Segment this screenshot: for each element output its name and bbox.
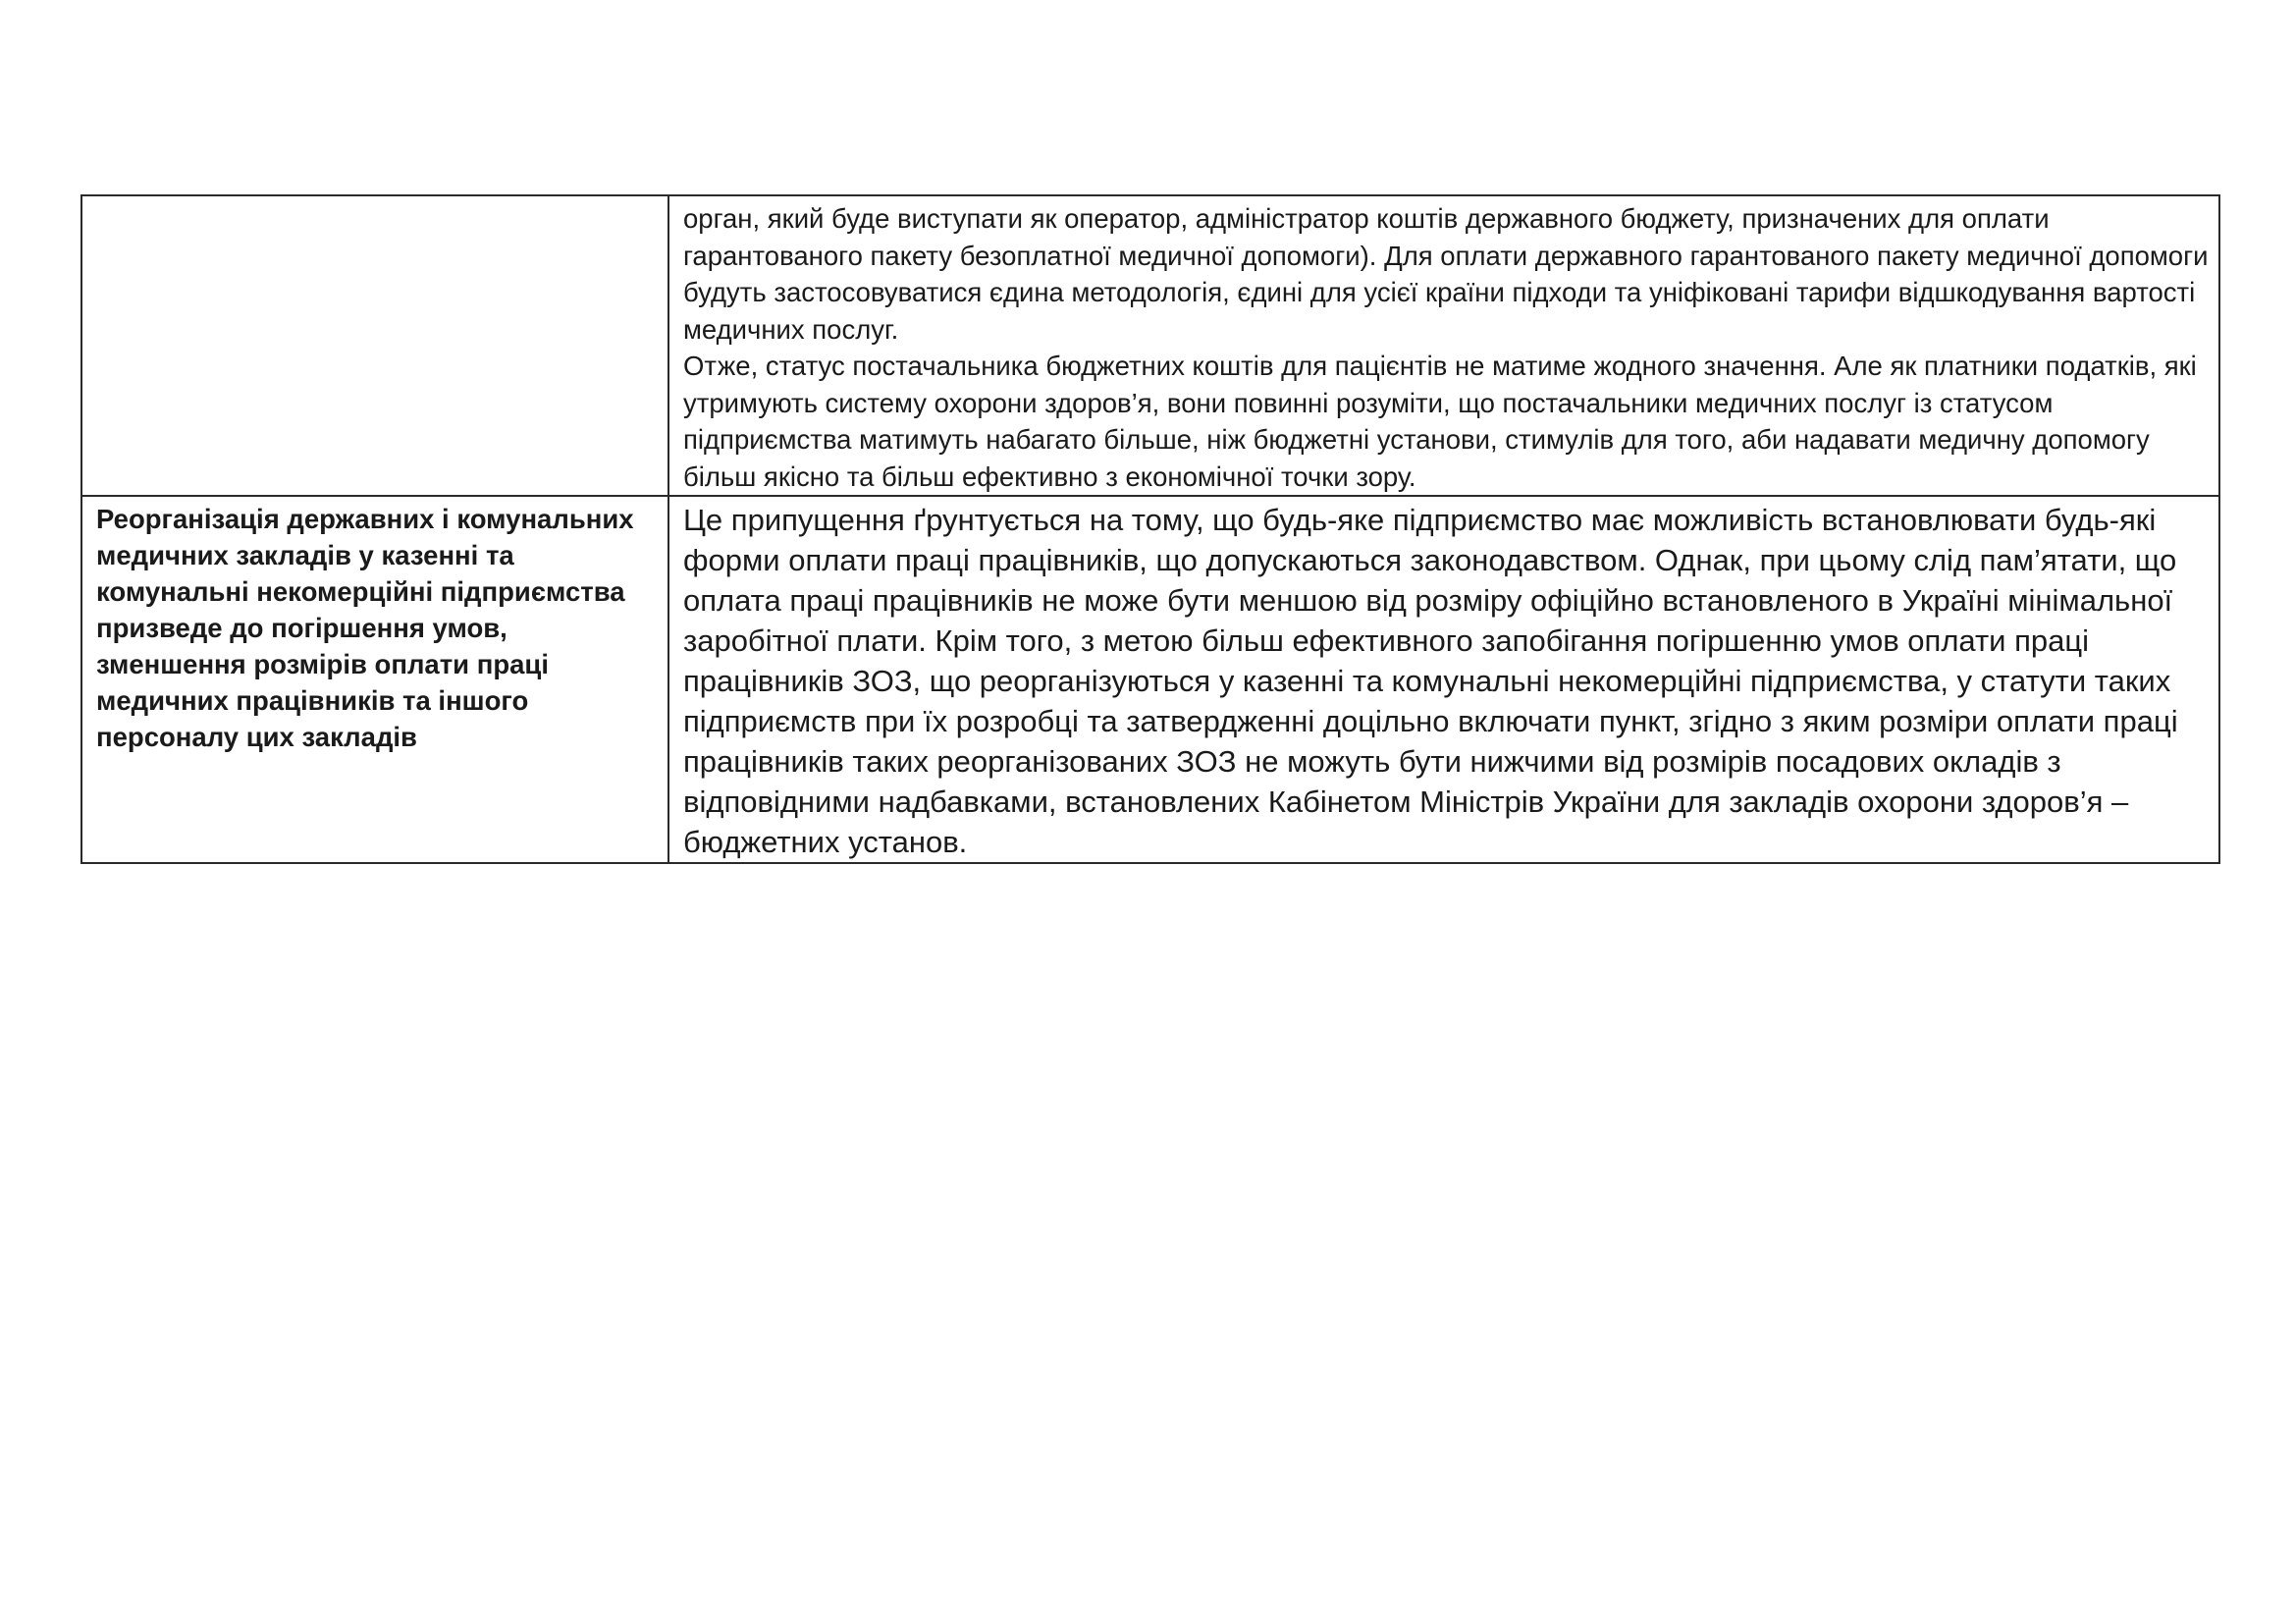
document-table [80,194,2220,864]
right-cell [668,496,2219,863]
paragraph: Отже, статус постачальника бюджетних коштів для пацієнтів не матиме жодного значення. Але як платники податків, які утримують систему охорони здоров’я, вони повинні розуміти, що постачальники медичних послуг із статусом підприємства матимуть набагато більше, ніж бюджетні установи, стимулів для того, аби надавати медичну допомогу більш якісно та більш ефективно з економічної точки зору. [683,351,2197,492]
left-cell [81,496,668,863]
paragraph: орган, який буде виступати як оператор, адміністратор коштів державного бюджету, призначених для оплати гарантованого пакету безоплатної медичної допомоги). Для оплати державного гарантованого пакету медичної допомоги будуть застосовуватися єдина методологія, єдині для усієї країни підходи та уніфіковані тарифи відшкодування вартості медичних послуг. [683,203,2209,345]
left-cell-empty [81,195,668,496]
right-cell [668,195,2219,496]
table-row [81,195,2219,496]
table-row [81,496,2219,863]
row-heading: Реорганізація державних і комунальних медичних закладів у казенні та комунальні некомерційні підприємства призведе до погіршення умов, зменшення розмірів оплати праці медичних працівників та іншого персоналу цих закладів [96,504,634,752]
left-cell-text [82,196,667,200]
paragraph: Це припущення ґрунтується на тому, що будь-яке підприємство має можливість встановлювати будь-які форми оплати праці працівників, що допускаються законодавством. Однак, при цьому слід пам’ятати, що оплата праці працівників не може бути меншою від розміру офіційно встановленого в Україні мінімальної заробітної плати. Крім того, з метою більш ефективного запобігання погіршенню умов оплати праці працівників ЗОЗ, що реорганізуються у казенні та комунальні некомерційні підприємства, у статути таких підприємств при їх розробці та затвердженні доцільно включати пункт, згідно з яким розміри оплати праці працівників таких реорганізованих ЗОЗ не можуть бути нижчими від розмірів посадових окладів з відповідними надбавками, встановлених Кабінетом Міністрів України для закладів охорони здоров’я – бюджетних установ. [683,503,2178,859]
